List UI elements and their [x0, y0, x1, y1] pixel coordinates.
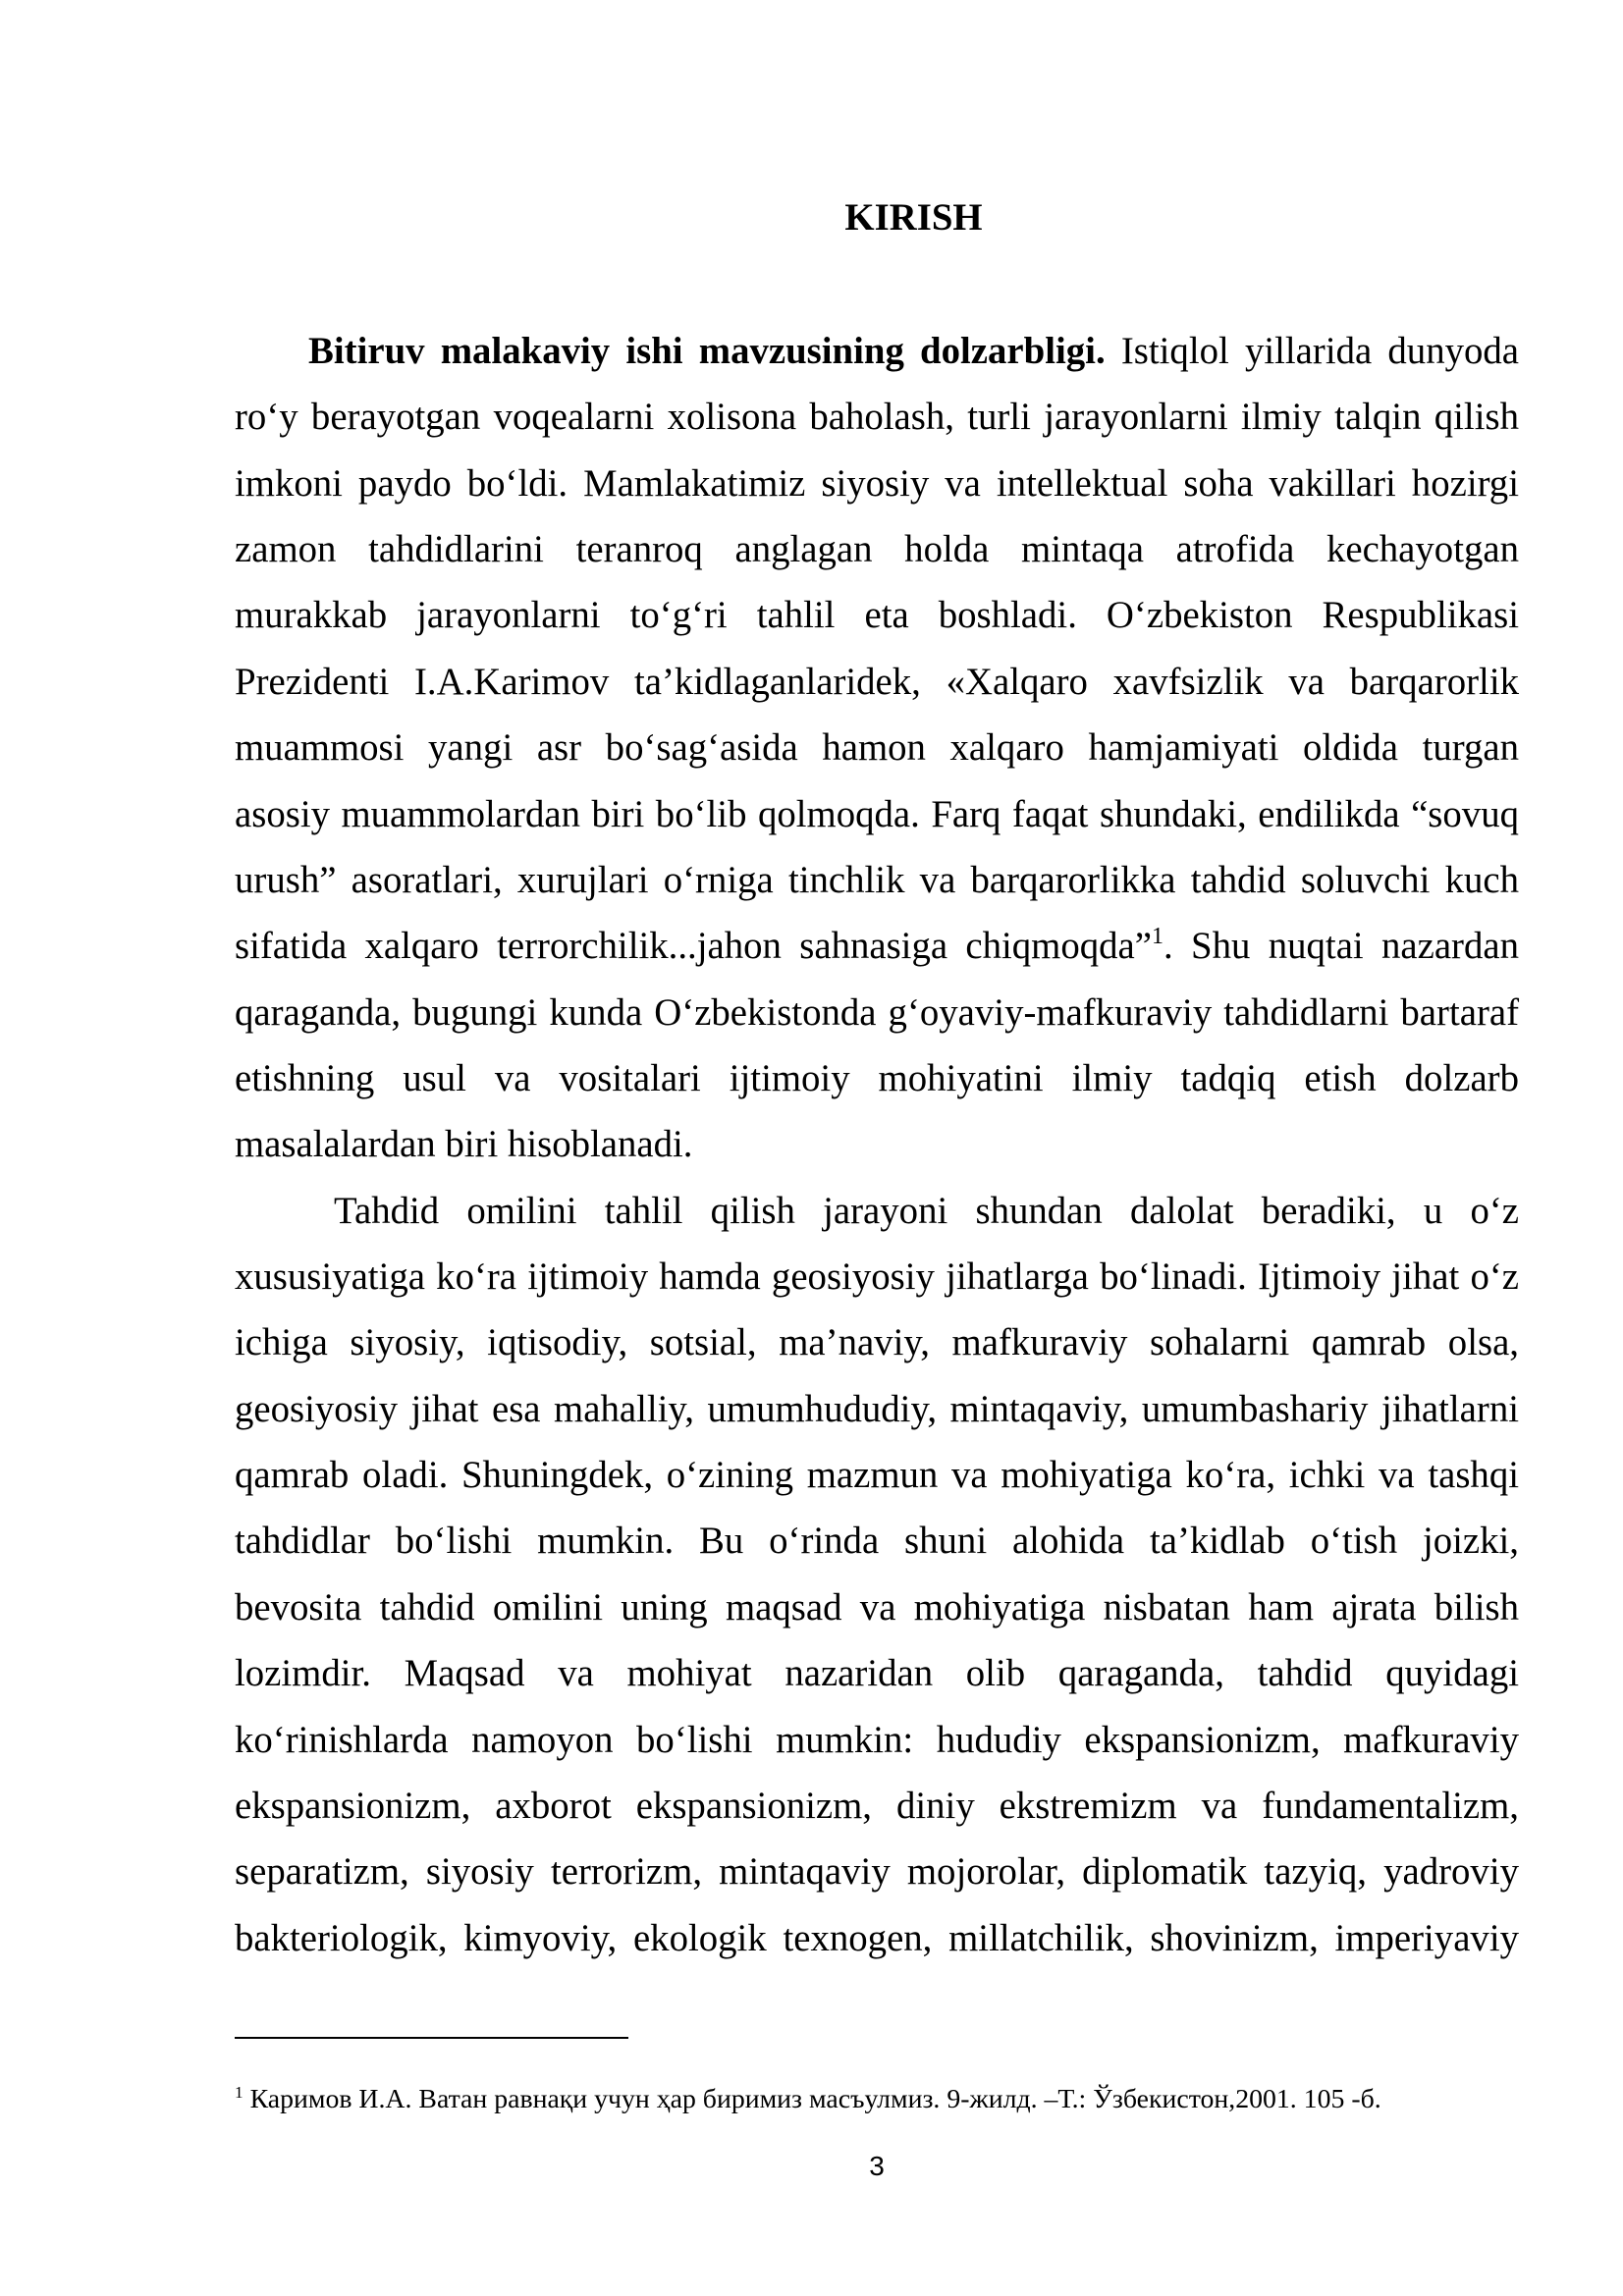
text-line: geosiyosiy jihat esa mahalliy, umumhududiy, mintaqaviy, umumbashariy jihatlarni: [235, 1387, 1519, 1430]
page-number: 3: [869, 2151, 885, 2181]
body-text: [235, 318, 1519, 1971]
footnote: [235, 2084, 1519, 2115]
paragraph-topic-relevance: [235, 318, 1519, 1178]
text-line: qaraganda, bugungi kunda O‘zbekistonda g‘oyaviy-mafkuraviy tahdidlarni bartaraf: [235, 990, 1519, 1034]
footnote-text: Каримов И.А. Ватан равнақи учун ҳар биримиз масъулмиз. 9-жилд. –Т.: Ўзбекистон,2001. 105 -б.: [249, 2084, 1381, 2114]
text-line: ko‘rinishlarda namoyon bo‘lishi mumkin: hududiy ekspansionizm, mafkuraviy: [235, 1718, 1519, 1761]
text-line: urush” asoratlari, xurujlari o‘rniga tinchlik va barqarorlikka tahdid soluvchi kuch: [235, 858, 1519, 901]
line-text: . Shu nuqtai nazardan: [1163, 925, 1519, 968]
text-line: ro‘y berayotgan voqealarni xolisona baholash, turli jarayonlarni ilmiy talqin qilish: [235, 396, 1519, 439]
line-text: sifatida xalqaro terrorchilik...jahon sahnasiga chiqmoqda”: [235, 925, 1152, 968]
text-line: muammosi yangi asr bo‘sag‘asida hamon xalqaro hamjamiyati oldida turgan: [235, 726, 1519, 770]
text-line: zamon tahdidlarini teranroq anglagan holda mintaqa atrofida kechayotgan: [235, 528, 1519, 571]
text-line: bevosita tahdid omilini uning maqsad va mohiyatiga nisbatan ham ajrata bilish: [235, 1585, 1519, 1629]
text-line: bakteriologik, kimyoviy, ekologik texnogen, millatchilik, shovinizm, imperiyaviy: [235, 1916, 1519, 1959]
bold-lead-phrase: Bitiruv malakaviy ishi mavzusining dolzarbligi.: [308, 330, 1106, 372]
footnote-separator: [235, 2037, 628, 2039]
text-line: ekspansionizm, axborot ekspansionizm, diniy ekstremizm va fundamentalizm,: [235, 1784, 1519, 1827]
text-line: qamrab oladi. Shuningdek, o‘zining mazmun va mohiyatiga ko‘ra, ichki va tashqi: [235, 1454, 1519, 1497]
text-line: separatizm, siyosiy terrorizm, mintaqaviy mojorolar, diplomatik tazyiq, yadroviy: [235, 1850, 1519, 1894]
text-line: ichiga siyosiy, iqtisodiy, sotsial, ma’naviy, mafkuraviy sohalarni qamrab olsa,: [235, 1321, 1519, 1364]
text-line: etishning usul va vositalari ijtimoiy mohiyatini ilmiy tadqiq etish dolzarb: [235, 1056, 1519, 1099]
line-text: Istiqlol yillarida dunyoda: [1120, 330, 1520, 372]
section-heading: KIRISH: [844, 196, 983, 239]
text-line: [235, 318, 1519, 384]
text-line: lozimdir. Maqsad va mohiyat nazaridan olib qaraganda, tahdid quyidagi: [235, 1652, 1519, 1695]
text-line: imkoni paydo bo‘ldi. Mamlakatimiz siyosiy va intellektual soha vakillari hozirgi: [235, 461, 1519, 505]
text-line: asosiy muammolardan biri bo‘lib qolmoqda. Farq faqat shundaki, endilikda “sovuq: [235, 792, 1519, 835]
footnote-marker: 1: [235, 2082, 243, 2102]
text-line: Tahdid omilini tahlil qilish jarayoni shundan dalolat beradiki, u o‘z: [334, 1189, 1519, 1232]
text-line: murakkab jarayonlarni to‘g‘ri tahlil eta boshladi. O‘zbekiston Respublikasi: [235, 594, 1519, 637]
text-line: [235, 913, 1519, 979]
text-line: Prezidenti I.A.Karimov ta’kidlaganlaridek, «Xalqaro xavfsizlik va barqarorlik: [235, 660, 1519, 703]
text-line: xususiyatiga ko‘ra ijtimoiy hamda geosiyosiy jihatlarga bo‘linadi. Ijtimoiy jihat o‘z: [235, 1255, 1519, 1299]
text-line: masalalardan biri hisoblanadi.: [235, 1123, 693, 1166]
paragraph-threat-analysis: [235, 1178, 1519, 1971]
text-line: tahdidlar bo‘lishi mumkin. Bu o‘rinda shuni alohida ta’kidlab o‘tish joizki,: [235, 1520, 1519, 1563]
footnote-reference: 1: [1152, 924, 1164, 950]
